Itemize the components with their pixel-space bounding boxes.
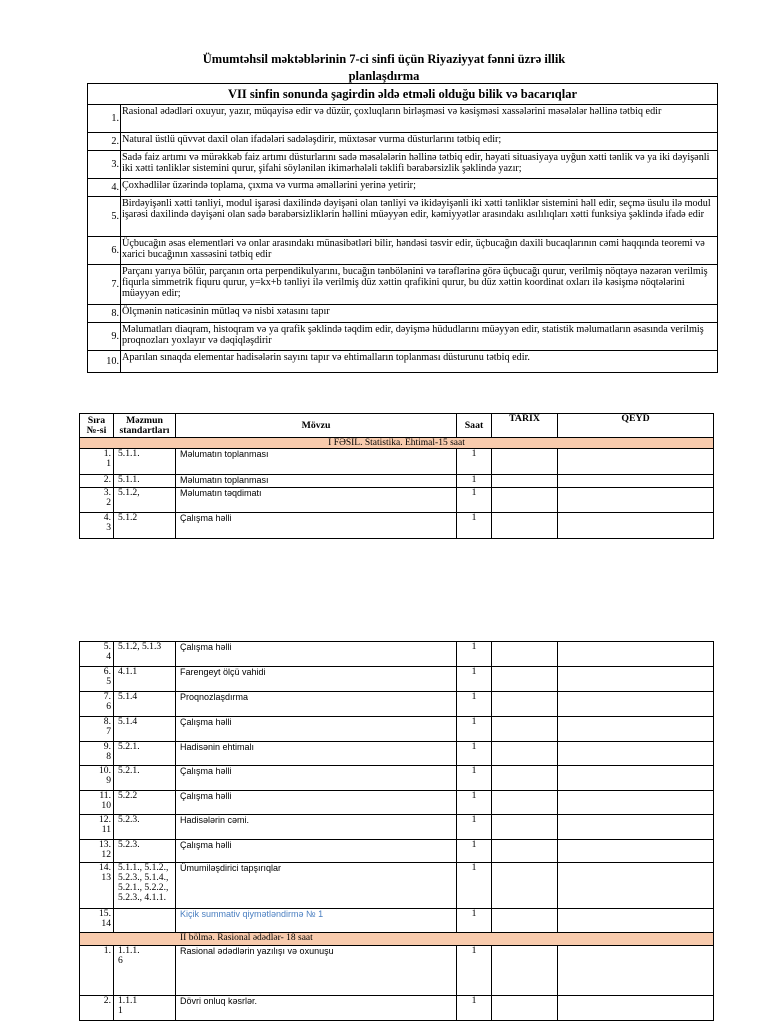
plan-row <box>80 791 714 815</box>
plan-row <box>80 742 714 766</box>
note-cell[interactable] <box>558 449 714 475</box>
content-standard: 5.1.1. <box>114 449 176 475</box>
date-cell[interactable] <box>492 742 558 766</box>
hours: 1 <box>457 667 492 692</box>
content-standard: 5.1.2 <box>114 513 176 539</box>
date-cell[interactable] <box>492 488 558 513</box>
document-title <box>150 51 618 85</box>
outcome-row <box>88 179 718 197</box>
hours: 1 <box>457 996 492 1021</box>
date-cell[interactable] <box>492 667 558 692</box>
note-cell[interactable] <box>558 692 714 717</box>
outcome-number: 7. <box>88 265 121 305</box>
content-standard <box>114 909 176 933</box>
row-number: 7. 6 <box>80 692 114 717</box>
row-number: 13. 12 <box>80 840 114 863</box>
hours: 1 <box>457 642 492 667</box>
plan-row <box>80 692 714 717</box>
outcome-text: Parçanı yarıya bölür, parçanın orta perpendikulyarını, bucağın tənbölənini və tərəflərinə görə üçbucağı qurur, verilmiş nöqtəyə nəzərən verilmiş fiqurla simmetrik fiquru qurur, y=kx+b tənliyi ilə verilmiş düz xəttin qrafikini qurur, bu düz xəttin koordinat oxları ilə kəsişmə nöqtələrini müəyyən edir; <box>121 265 718 305</box>
hours: 1 <box>457 946 492 996</box>
date-cell[interactable] <box>492 475 558 488</box>
outcome-number: 2. <box>88 133 121 151</box>
section-title: I FƏSIL. Statistika. Ehtimal-15 saat <box>80 438 714 449</box>
plan-row <box>80 475 714 488</box>
outcome-text: Aparılan sınaqda elementar hadisələrin sayını tapır və ehtimalların toplanması düsturunu tətbiq edir. <box>121 351 718 373</box>
outcome-number: 6. <box>88 237 121 265</box>
outcome-number: 5. <box>88 197 121 237</box>
topic: Çalışma həlli <box>176 840 457 863</box>
outcome-number: 8. <box>88 305 121 323</box>
outcome-text: Sadə faiz artımı və mürəkkəb faiz artımı düsturlarını sadə məsələlərin həllinə tətbiq edir, həyati situasiyaya uyğun xətti tənlik və ya iki dəyişənli iki xətti tənliklər sistemini qurur, şifahi söylənilən ikimərhələli təklifi bərabərsizlik şəklində yazır; <box>121 151 718 179</box>
hours: 1 <box>457 717 492 742</box>
date-cell[interactable] <box>492 996 558 1021</box>
topic: Çalışma həlli <box>176 642 457 667</box>
outcome-row <box>88 105 718 133</box>
outcome-row <box>88 305 718 323</box>
note-cell[interactable] <box>558 717 714 742</box>
row-number: 6. 5 <box>80 667 114 692</box>
row-number: 9. 8 <box>80 742 114 766</box>
note-cell[interactable] <box>558 996 714 1021</box>
outcomes-header: VII sinfin sonunda şagirdin əldə etməli olduğu bilik və bacarıqlar <box>88 84 718 105</box>
date-cell[interactable] <box>492 863 558 909</box>
header-topic: Mövzu <box>176 414 457 438</box>
content-standard: 5.2.1. <box>114 766 176 791</box>
topic: Çalışma həlli <box>176 791 457 815</box>
outcome-text: Məlumatları diaqram, histoqram və ya qrafik şəklində təqdim edir, dəyişmə hüdudlarını müəyyən edir, statistik məlumatların əsasında verilmiş proqnozları yoxlayır və dəqiqləşdirir <box>121 323 718 351</box>
note-cell[interactable] <box>558 475 714 488</box>
header-date: TARIX <box>492 414 558 438</box>
outcome-row <box>88 197 718 237</box>
row-number: 2. <box>80 996 114 1021</box>
content-standard: 5.1.2, <box>114 488 176 513</box>
topic: Kiçik summativ qiymətləndirmə № 1 <box>176 909 457 933</box>
hours: 1 <box>457 791 492 815</box>
hours: 1 <box>457 815 492 840</box>
note-cell[interactable] <box>558 863 714 909</box>
outcome-number: 9. <box>88 323 121 351</box>
row-number: 2. <box>80 475 114 488</box>
topic: Farengeyt ölçü vahidi <box>176 667 457 692</box>
plan-row <box>80 513 714 539</box>
header-note: QEYD <box>558 414 714 438</box>
topic: Çalışma həlli <box>176 766 457 791</box>
outcome-text: Ölçmənin nəticəsinin mütləq və nisbi xətasını tapır <box>121 305 718 323</box>
plan-row <box>80 909 714 933</box>
plan-row <box>80 863 714 909</box>
content-standard: 5.1.1. <box>114 475 176 488</box>
learning-outcomes-table <box>87 83 718 373</box>
content-standard: 5.1.1., 5.1.2., 5.2.3., 5.1.4., 5.2.1., 5.2.2., 5.2.3., 4.1.1. <box>114 863 176 909</box>
outcome-number: 10. <box>88 351 121 373</box>
outcome-text: Çoxhədlilər üzərində toplama, çıxma və vurma əməllərini yerinə yetirir; <box>121 179 718 197</box>
hours: 1 <box>457 488 492 513</box>
topic: Məlumatın təqdimatı <box>176 488 457 513</box>
date-cell[interactable] <box>492 513 558 539</box>
note-cell[interactable] <box>558 840 714 863</box>
outcome-row <box>88 237 718 265</box>
note-cell[interactable] <box>558 742 714 766</box>
plan-row <box>80 488 714 513</box>
note-cell[interactable] <box>558 488 714 513</box>
content-standard: 5.2.3. <box>114 840 176 863</box>
hours: 1 <box>457 742 492 766</box>
note-cell[interactable] <box>558 642 714 667</box>
plan-row <box>80 449 714 475</box>
header-hours: Saat <box>457 414 492 438</box>
plan-row <box>80 766 714 791</box>
date-cell[interactable] <box>492 692 558 717</box>
note-cell[interactable] <box>558 946 714 996</box>
row-number: 8. 7 <box>80 717 114 742</box>
topic: Rasional ədədlərin yazılışı və oxunuşu <box>176 946 457 996</box>
date-cell[interactable] <box>492 815 558 840</box>
content-standard: 5.1.2, 5.1.3 <box>114 642 176 667</box>
plan-row <box>80 946 714 996</box>
note-cell[interactable] <box>558 815 714 840</box>
date-cell[interactable] <box>492 766 558 791</box>
content-standard: 1.1.1. 6 <box>114 946 176 996</box>
outcome-text: Üçbucağın əsas elementləri və onlar arasındakı münasibətləri bilir, həndəsi təsvir edir, üçbucağın daxili bucaqlarının cəmi haqqında teoremi və xarici bucağının xassəsini tətbiq edir <box>121 237 718 265</box>
plan-table-part1 <box>79 413 714 539</box>
topic: Məlumatın toplanması <box>176 449 457 475</box>
date-cell[interactable] <box>492 717 558 742</box>
topic: Hadisənin ehtimalı <box>176 742 457 766</box>
content-standard: 5.1.4 <box>114 692 176 717</box>
row-number: 4. 3 <box>80 513 114 539</box>
outcome-number: 4. <box>88 179 121 197</box>
hours: 1 <box>457 909 492 933</box>
note-cell[interactable] <box>558 909 714 933</box>
content-standard: 1.1.1 1 <box>114 996 176 1021</box>
hours: 1 <box>457 766 492 791</box>
outcome-row <box>88 323 718 351</box>
outcome-text: Natural üstlü qüvvət daxil olan ifadələri sadələşdirir, müxtəsər vurma düsturlarını tətbiq edir; <box>121 133 718 151</box>
date-cell[interactable] <box>492 909 558 933</box>
topic: Proqnozlaşdırma <box>176 692 457 717</box>
date-cell[interactable] <box>492 449 558 475</box>
document-title-line2: planlaşdırma <box>348 69 420 83</box>
date-cell[interactable] <box>492 946 558 996</box>
outcome-text: Birdəyişənli xətti tənliyi, modul işarəsi daxilində dəyişəni olan tənliyi və ikidəyişənli iki xətti tənliklər sistemini həll edir, seçmə üsulu ilə modul işarəsi daxilində dəyişəni olan sadə bərabərsizliklərin həllini müəyyən edir, kəmiyyətlər arasındakı asılılıqları xətti funksiya şəklində ifadə edir <box>121 197 718 237</box>
plan-row <box>80 815 714 840</box>
topic: Çalışma həlli <box>176 717 457 742</box>
outcome-row <box>88 133 718 151</box>
row-number: 14. 13 <box>80 863 114 909</box>
outcome-text: Rasional ədədləri oxuyur, yazır, müqayisə edir və düzür, çoxluqların birləşməsi və kəsişməsi xassələrini məsələlər həllinə tətbiq edir <box>121 105 718 133</box>
outcome-row <box>88 265 718 305</box>
hours: 1 <box>457 513 492 539</box>
topic: Çalışma həlli <box>176 513 457 539</box>
note-cell[interactable] <box>558 766 714 791</box>
content-standard: 4.1.1 <box>114 667 176 692</box>
topic: Hadisələrin cəmi. <box>176 815 457 840</box>
row-number: 1. <box>80 946 114 996</box>
row-number: 11. 10 <box>80 791 114 815</box>
row-number: 15. 14 <box>80 909 114 933</box>
row-number: 1. 1 <box>80 449 114 475</box>
plan-row <box>80 840 714 863</box>
note-cell[interactable] <box>558 791 714 815</box>
content-standard: 5.2.1. <box>114 742 176 766</box>
outcome-row <box>88 151 718 179</box>
row-number: 5. 4 <box>80 642 114 667</box>
content-standard: 5.1.4 <box>114 717 176 742</box>
row-number: 3. 2 <box>80 488 114 513</box>
topic: Dövri onluq kəsrlər. <box>176 996 457 1021</box>
hours: 1 <box>457 840 492 863</box>
row-number: 10. 9 <box>80 766 114 791</box>
content-standard: 5.2.2 <box>114 791 176 815</box>
plan-row <box>80 717 714 742</box>
outcome-number: 1. <box>88 105 121 133</box>
section-title: II bölmə. Rasional ədədlər- 18 saat <box>80 933 714 946</box>
header-content-standards: Məzmun standartları <box>114 414 176 438</box>
plan-table-part2 <box>79 641 714 1021</box>
hours: 1 <box>457 863 492 909</box>
plan-row <box>80 996 714 1021</box>
content-standard: 5.2.3. <box>114 815 176 840</box>
outcome-row <box>88 351 718 373</box>
header-row-number: Sıra №-si <box>80 414 114 438</box>
hours: 1 <box>457 475 492 488</box>
plan-row <box>80 642 714 667</box>
date-cell[interactable] <box>492 840 558 863</box>
plan-row <box>80 667 714 692</box>
note-cell[interactable] <box>558 667 714 692</box>
hours: 1 <box>457 692 492 717</box>
document-title-line1: Ümumtəhsil məktəblərinin 7-ci sinfi üçün Riyaziyyat fənni üzrə illik <box>202 52 566 66</box>
topic: Məlumatın toplanması <box>176 475 457 488</box>
outcome-number: 3. <box>88 151 121 179</box>
hours: 1 <box>457 449 492 475</box>
date-cell[interactable] <box>492 791 558 815</box>
note-cell[interactable] <box>558 513 714 539</box>
topic: Ümumiləşdirici tapşırıqlar <box>176 863 457 909</box>
row-number: 12. 11 <box>80 815 114 840</box>
date-cell[interactable] <box>492 642 558 667</box>
